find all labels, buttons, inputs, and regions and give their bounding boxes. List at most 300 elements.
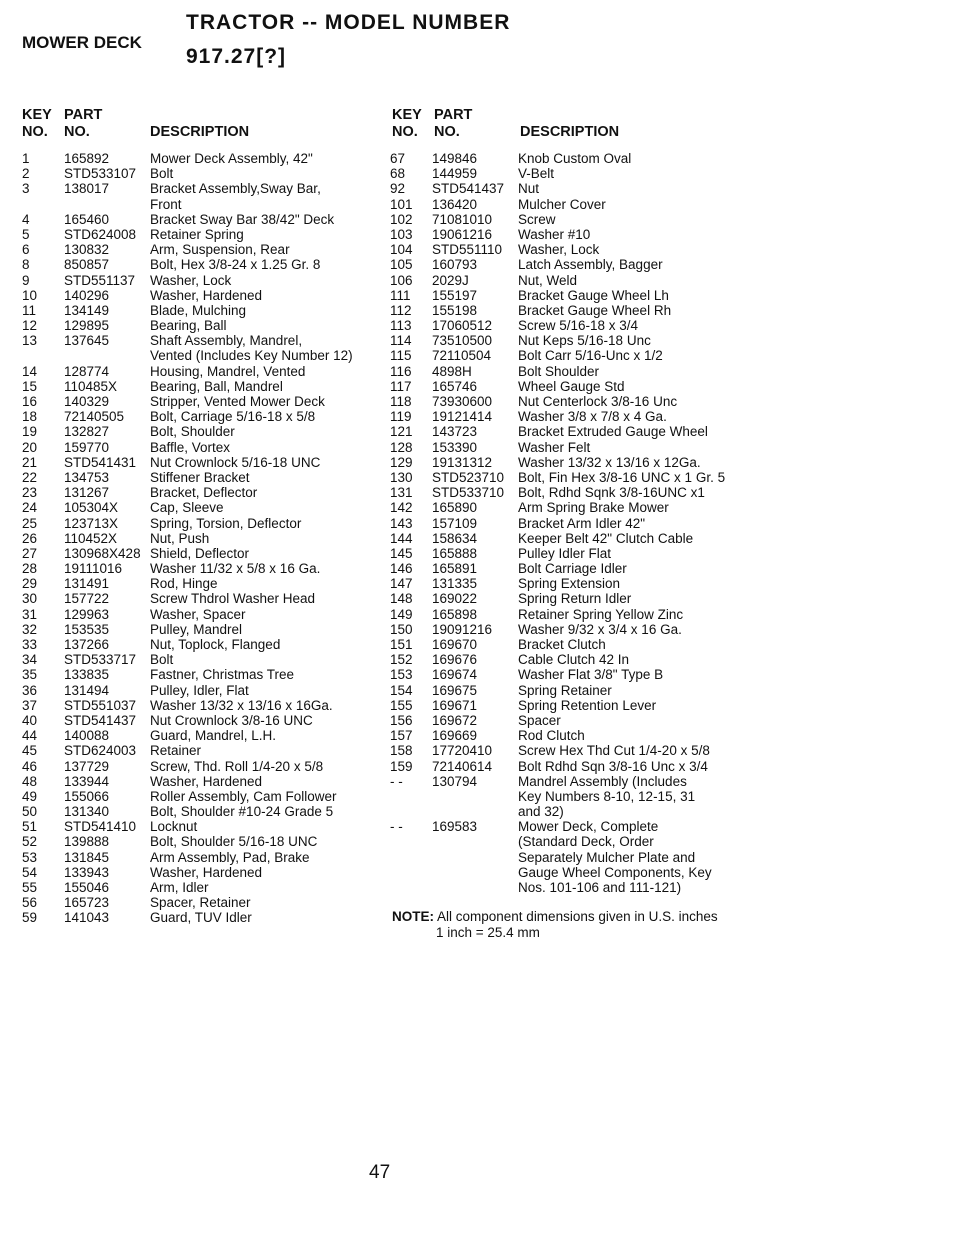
key-number: 1 <box>22 151 30 166</box>
key-number: - - <box>390 819 403 835</box>
part-description: Retainer Spring Yellow Zinc <box>518 606 684 622</box>
note-conversion: 1 inch = 25.4 mm <box>436 925 540 940</box>
part-number: 140296 <box>64 287 110 303</box>
part-description: Roller Assembly, Cam Follower <box>150 788 337 804</box>
part-description: Screw Thdrol Washer Head <box>150 591 316 607</box>
key-number: 3 <box>22 181 30 197</box>
part-description: Pulley Idler Flat <box>518 545 612 561</box>
key-number: 130 <box>390 469 413 485</box>
key-number: 35 <box>22 667 38 683</box>
key-number: - - <box>390 773 403 789</box>
part-number: 19061216 <box>432 226 493 242</box>
key-number: 150 <box>390 621 413 637</box>
part-description: Nut Crownlock 5/16-18 UNC <box>150 454 321 470</box>
part-description: Separately Mulcher Plate and <box>518 849 696 865</box>
key-number: 31 <box>22 606 38 622</box>
part-description: Nut Crownlock 3/8-16 UNC <box>150 712 313 728</box>
part-description: Washer Felt <box>518 439 591 455</box>
part-number: 133943 <box>64 864 110 880</box>
part-number: 140329 <box>64 394 110 409</box>
part-number: 169671 <box>432 697 478 713</box>
part-description: Pulley, Idler, Flat <box>150 682 249 698</box>
part-number: 72140505 <box>64 409 125 425</box>
part-number: 72110504 <box>432 348 492 364</box>
key-number: 112 <box>390 302 412 318</box>
key-number: 13 <box>22 333 38 349</box>
key-number: 159 <box>390 758 413 774</box>
part-number: 153390 <box>432 439 478 455</box>
part-description: Bolt Carr 5/16-Unc x 1/2 <box>518 348 663 364</box>
part-description: Washer Flat 3/8" Type B <box>518 667 664 683</box>
part-number: 19111016 <box>64 561 123 577</box>
key-number: 117 <box>390 378 412 394</box>
part-number: 159770 <box>64 439 110 455</box>
part-number: 136420 <box>432 196 478 212</box>
key-number: 22 <box>22 469 38 485</box>
key-number: 27 <box>22 545 38 561</box>
part-description: Washer 13/32 x 13/16 x 12Ga. <box>518 454 701 470</box>
part-description: Front <box>150 196 182 212</box>
part-number: STD523710 <box>432 469 505 485</box>
part-number: 140088 <box>64 728 110 744</box>
key-number: 50 <box>22 804 38 820</box>
part-number: 131494 <box>64 682 110 698</box>
key-number: 16 <box>22 394 38 409</box>
header-part: PART <box>434 107 473 123</box>
part-description: Bearing, Ball, Mandrel <box>150 378 283 394</box>
part-description: Bracket Assembly,Sway Bar, <box>150 181 321 197</box>
part-number: 165898 <box>432 606 478 622</box>
key-number: 144 <box>390 530 413 546</box>
key-number: 148 <box>390 591 413 607</box>
part-number: STD624003 <box>64 743 137 759</box>
key-number: 10 <box>22 287 38 303</box>
part-description: Vented (Includes Key Number 12) <box>150 348 353 364</box>
part-number: 131335 <box>432 576 478 592</box>
header-key: KEY <box>22 107 52 123</box>
part-description: Arm, Suspension, Rear <box>150 242 290 258</box>
part-description: Rod, Hinge <box>150 576 218 592</box>
part-number: 160793 <box>432 257 478 273</box>
part-description: Bracket Clutch <box>518 637 606 652</box>
part-description: Bolt, Hex 3/8-24 x 1.25 Gr. 8 <box>150 257 321 273</box>
section-title: MOWER DECK <box>22 33 142 52</box>
part-description: Bolt, Rdhd Sqnk 3/8-16UNC x1 <box>518 485 705 501</box>
part-description: Bracket Extruded Gauge Wheel <box>518 424 708 440</box>
key-number: 5 <box>22 226 30 242</box>
key-number: 119 <box>390 409 412 425</box>
key-number: 59 <box>22 910 38 926</box>
key-number: 92 <box>390 181 406 197</box>
part-number: 155046 <box>64 880 110 895</box>
part-description: Bolt Rdhd Sqn 3/8-16 Unc x 3/4 <box>518 758 708 774</box>
part-description: Mower Deck Assembly, 42" <box>150 151 313 166</box>
key-number: 15 <box>22 378 38 394</box>
part-number: 157722 <box>64 591 110 607</box>
part-number: 17060512 <box>432 318 493 334</box>
part-description: Washer 9/32 x 3/4 x 16 Ga. <box>518 621 682 637</box>
part-number: 105304X <box>64 500 119 516</box>
part-description: Bracket Arm Idler 42" <box>518 515 646 531</box>
part-description: Wheel Gauge Std <box>518 378 625 394</box>
key-number: 121 <box>390 424 413 440</box>
part-description: Key Numbers 8-10, 12-15, 31 <box>518 788 696 804</box>
header-part-no: NO. <box>434 124 460 140</box>
part-description: Rod Clutch <box>518 728 585 744</box>
part-description: Bolt <box>150 652 174 668</box>
key-number: 18 <box>22 409 38 425</box>
part-description: Bracket, Deflector <box>150 485 258 501</box>
part-description: Bracket Gauge Wheel Rh <box>518 302 672 318</box>
part-description: Bolt, Fin Hex 3/8-16 UNC x 1 Gr. 5 <box>518 469 726 485</box>
part-description: Retainer Spring <box>150 226 244 242</box>
part-description: Guard, TUV Idler <box>150 910 252 926</box>
part-number: STD533107 <box>64 166 137 182</box>
key-number: 9 <box>22 272 30 288</box>
part-number: 110452X <box>64 530 118 546</box>
part-description: Spring Extension <box>518 576 621 592</box>
part-description: Arm, Idler <box>150 880 209 895</box>
header-description: DESCRIPTION <box>520 124 620 140</box>
part-description: Arm Assembly, Pad, Brake <box>150 849 310 865</box>
part-description: Bolt, Shoulder #10-24 Grade 5 <box>150 804 334 820</box>
key-number: 21 <box>22 454 38 470</box>
key-number: 105 <box>390 257 413 273</box>
part-number: 131267 <box>64 485 110 501</box>
part-number: 169672 <box>432 712 478 728</box>
part-description: Nut Centerlock 3/8-16 Unc <box>518 394 678 409</box>
part-number: 129963 <box>64 606 110 622</box>
part-number: 131491 <box>64 576 110 592</box>
key-number: 116 <box>390 363 412 379</box>
key-number: 67 <box>390 151 406 166</box>
part-description: Knob Custom Oval <box>518 151 632 166</box>
part-number: 19091216 <box>432 621 493 637</box>
part-number: 165892 <box>64 151 110 166</box>
part-description: Washer 11/32 x 5/8 x 16 Ga. <box>150 561 321 577</box>
part-number: 165888 <box>432 545 478 561</box>
part-description: Guard, Mandrel, L.H. <box>150 728 277 744</box>
part-description: Washer 13/32 x 13/16 x 16Ga. <box>150 697 333 713</box>
part-number: 133835 <box>64 667 110 683</box>
part-number: 133944 <box>64 773 110 789</box>
part-description: Pulley, Mandrel <box>150 621 243 637</box>
part-number: 158634 <box>432 530 478 546</box>
part-description: Washer, Lock <box>518 242 600 258</box>
key-number: 149 <box>390 606 413 622</box>
part-description: Cable Clutch 42 In <box>518 652 630 668</box>
part-number: 19121414 <box>432 409 493 425</box>
key-number: 153 <box>390 667 413 683</box>
key-number: 155 <box>390 697 413 713</box>
part-description: (Standard Deck, Order <box>518 834 654 850</box>
part-number: 128774 <box>64 363 110 379</box>
header-key: KEY <box>392 107 422 123</box>
part-description: Bolt, Carriage 5/16-18 x 5/8 <box>150 409 316 425</box>
part-number: STD551037 <box>64 697 137 713</box>
part-description: Shield, Deflector <box>150 545 250 561</box>
part-description: Nut, Weld <box>518 272 578 288</box>
part-description: Cap, Sleeve <box>150 500 224 516</box>
part-description: Washer, Lock <box>150 272 232 288</box>
part-number: 169675 <box>432 682 478 698</box>
key-number: 12 <box>22 318 38 334</box>
part-description: Bracket Sway Bar 38/42" Deck <box>150 211 335 227</box>
part-description: Mandrel Assembly (Includes <box>518 773 687 789</box>
part-description: Stiffener Bracket <box>150 469 250 485</box>
part-number: 149846 <box>432 151 478 166</box>
key-number: 49 <box>22 788 38 804</box>
part-number: 134149 <box>64 302 110 318</box>
part-number: STD624008 <box>64 226 137 242</box>
key-number: 103 <box>390 226 413 242</box>
key-number: 14 <box>22 363 38 379</box>
part-number: 143723 <box>432 424 478 440</box>
key-number: 106 <box>390 272 413 288</box>
key-number: 36 <box>22 682 38 698</box>
part-description: Screw <box>518 211 556 227</box>
part-number: STD533717 <box>64 652 137 668</box>
key-number: 158 <box>390 743 413 759</box>
note <box>392 909 718 941</box>
key-number: 48 <box>22 773 38 789</box>
part-description: Housing, Mandrel, Vented <box>150 363 306 379</box>
key-number: 68 <box>390 166 406 182</box>
header-part: PART <box>64 107 103 123</box>
part-description: Washer, Hardened <box>150 773 263 789</box>
part-number: 165890 <box>432 500 478 516</box>
part-number: 155198 <box>432 302 478 318</box>
key-number: 51 <box>22 819 38 835</box>
header-description: DESCRIPTION <box>150 124 250 140</box>
part-number: STD541410 <box>64 819 137 835</box>
part-description: Bolt Shoulder <box>518 363 600 379</box>
part-description: Baffle, Vortex <box>150 439 231 455</box>
key-number: 11 <box>22 302 37 318</box>
part-description: Gauge Wheel Components, Key <box>518 864 712 880</box>
key-number: 54 <box>22 864 38 880</box>
part-description: Bolt, Shoulder 5/16-18 UNC <box>150 834 318 850</box>
key-number: 20 <box>22 439 38 455</box>
key-number: 128 <box>390 439 413 455</box>
key-number: 8 <box>22 257 30 273</box>
part-number: 138017 <box>64 181 110 197</box>
part-number: 157109 <box>432 515 478 531</box>
key-number: 115 <box>390 348 412 364</box>
part-number: 71081010 <box>432 211 493 227</box>
part-number: 130968X428 <box>64 545 141 561</box>
key-number: 6 <box>22 242 30 258</box>
part-number: 169676 <box>432 652 478 668</box>
key-number: 102 <box>390 211 413 227</box>
part-description: Bracket Gauge Wheel Lh <box>518 287 669 303</box>
part-number: 169022 <box>432 591 478 607</box>
part-description: V-Belt <box>518 166 555 182</box>
part-description: Latch Assembly, Bagger <box>518 257 663 273</box>
part-description: Washer, Hardened <box>150 287 263 303</box>
part-number: 139888 <box>64 834 110 850</box>
part-number: 165723 <box>64 895 110 911</box>
key-number: 129 <box>390 454 413 470</box>
part-number: 4898H <box>432 363 472 379</box>
part-number: 153535 <box>64 621 110 637</box>
key-number: 40 <box>22 712 38 728</box>
part-description: Bolt <box>150 166 174 182</box>
part-description: Spring, Torsion, Deflector <box>150 515 302 531</box>
key-number: 101 <box>390 196 413 212</box>
key-number: 146 <box>390 561 413 577</box>
key-number: 142 <box>390 500 413 516</box>
part-number: 169583 <box>432 819 478 835</box>
model-number-header: TRACTOR -- MODEL NUMBER 917.27[?] <box>186 11 511 68</box>
part-description: Screw, Thd. Roll 1/4-20 x 5/8 <box>150 758 324 774</box>
part-description: Washer #10 <box>518 226 591 242</box>
key-number: 111 <box>390 287 411 303</box>
part-number: STD533710 <box>432 485 505 501</box>
part-description: Retainer <box>150 743 202 759</box>
note-label: NOTE: <box>392 909 434 924</box>
key-number: 45 <box>22 743 38 759</box>
key-number: 33 <box>22 637 38 652</box>
part-number: 169674 <box>432 667 478 683</box>
part-number: 141043 <box>64 910 110 926</box>
part-description: Nos. 101-106 and 111-121) <box>518 880 682 895</box>
part-number: 155066 <box>64 788 110 804</box>
key-number: 55 <box>22 880 38 895</box>
part-description: and 32) <box>518 804 564 820</box>
part-description: Blade, Mulching <box>150 302 247 318</box>
part-number: 2029J <box>432 272 469 288</box>
part-number: STD551110 <box>432 242 503 258</box>
part-description: Spacer, Retainer <box>150 895 251 911</box>
part-number: 17720410 <box>432 743 493 759</box>
key-number: 28 <box>22 561 38 577</box>
key-number: 2 <box>22 166 30 182</box>
key-number: 26 <box>22 530 38 546</box>
part-description: Stripper, Vented Mower Deck <box>150 394 325 409</box>
part-number: STD551137 <box>64 272 136 288</box>
page-number: 47 <box>369 1162 391 1183</box>
part-description: Screw Hex Thd Cut 1/4-20 x 5/8 <box>518 743 710 759</box>
key-number: 118 <box>390 394 412 409</box>
part-number: 134753 <box>64 469 110 485</box>
key-number: 143 <box>390 515 413 531</box>
key-number: 29 <box>22 576 38 592</box>
part-number: 132827 <box>64 424 110 440</box>
part-number: 155197 <box>432 287 478 303</box>
part-description: Nut Keps 5/16-18 Unc <box>518 333 651 349</box>
part-number: 137729 <box>64 758 110 774</box>
part-description: Spring Return Idler <box>518 591 632 607</box>
part-number: 110485X <box>64 378 118 394</box>
part-number: 850857 <box>64 257 110 273</box>
part-description: Screw 5/16-18 x 3/4 <box>518 318 639 334</box>
part-number: 129895 <box>64 318 110 334</box>
key-number: 32 <box>22 621 38 637</box>
part-description: Mulcher Cover <box>518 196 606 212</box>
part-number: 137645 <box>64 333 110 349</box>
part-number: 123713X <box>64 515 119 531</box>
key-number: 147 <box>390 576 413 592</box>
part-number: 130832 <box>64 242 110 258</box>
part-number: 144959 <box>432 166 478 182</box>
key-number: 34 <box>22 652 38 668</box>
key-number: 145 <box>390 545 413 561</box>
part-number: 131845 <box>64 849 110 865</box>
header-key-no: NO. <box>22 124 48 140</box>
key-number: 114 <box>390 333 412 349</box>
key-number: 154 <box>390 682 413 698</box>
key-number: 113 <box>390 318 412 334</box>
part-description: Nut, Push <box>150 530 210 546</box>
part-number: STD541437 <box>432 181 505 197</box>
part-description: Mower Deck, Complete <box>518 819 659 835</box>
part-description: Shaft Assembly, Mandrel, <box>150 333 303 349</box>
key-number: 53 <box>22 849 38 865</box>
key-number: 24 <box>22 500 38 516</box>
part-number: 19131312 <box>432 454 493 470</box>
part-description: Nut <box>518 181 540 197</box>
key-number: 56 <box>22 895 38 911</box>
part-description: Washer, Spacer <box>150 606 246 622</box>
key-number: 151 <box>390 637 413 652</box>
part-description: Fastner, Christmas Tree <box>150 667 295 683</box>
part-description: Spring Retainer <box>518 682 612 698</box>
header-key-no: NO. <box>392 124 418 140</box>
part-number: 130794 <box>432 773 478 789</box>
part-description: Bolt, Shoulder <box>150 424 235 440</box>
key-number: 52 <box>22 834 38 850</box>
note-text: All component dimensions given in U.S. inches <box>434 909 718 924</box>
key-number: 37 <box>22 697 38 713</box>
part-number: 131340 <box>64 804 110 820</box>
part-description: Locknut <box>150 819 198 835</box>
part-description: Bolt Carriage Idler <box>518 561 627 577</box>
part-number: 137266 <box>64 637 110 652</box>
part-description: Bearing, Ball <box>150 318 227 334</box>
key-number: 44 <box>22 728 38 744</box>
key-number: 152 <box>390 652 413 668</box>
part-description: Spacer <box>518 712 561 728</box>
part-description: Washer 3/8 x 7/8 x 4 Ga. <box>518 409 667 425</box>
part-number: 73930600 <box>432 394 493 409</box>
part-number: 73510500 <box>432 333 493 349</box>
part-number: 165746 <box>432 378 478 394</box>
key-number: 19 <box>22 424 38 440</box>
part-number: STD541431 <box>64 454 137 470</box>
key-number: 156 <box>390 712 413 728</box>
key-number: 104 <box>390 242 413 258</box>
key-number: 46 <box>22 758 38 774</box>
key-number: 131 <box>390 485 413 501</box>
part-description: Arm Spring Brake Mower <box>518 500 669 516</box>
part-description: Nut, Toplock, Flanged <box>150 637 281 652</box>
part-number: 72140614 <box>432 758 493 774</box>
part-description: Spring Retention Lever <box>518 697 657 713</box>
part-number: STD541437 <box>64 712 137 728</box>
part-number: 165891 <box>432 561 478 577</box>
header-part-no: NO. <box>64 124 90 140</box>
key-number: 23 <box>22 485 38 501</box>
key-number: 25 <box>22 515 38 531</box>
part-description: Keeper Belt 42" Clutch Cable <box>518 530 694 546</box>
part-number: 165460 <box>64 211 110 227</box>
key-number: 4 <box>22 211 30 227</box>
part-number: 169670 <box>432 637 478 652</box>
part-description: Washer, Hardened <box>150 864 263 880</box>
key-number: 30 <box>22 591 38 607</box>
key-number: 157 <box>390 728 413 744</box>
